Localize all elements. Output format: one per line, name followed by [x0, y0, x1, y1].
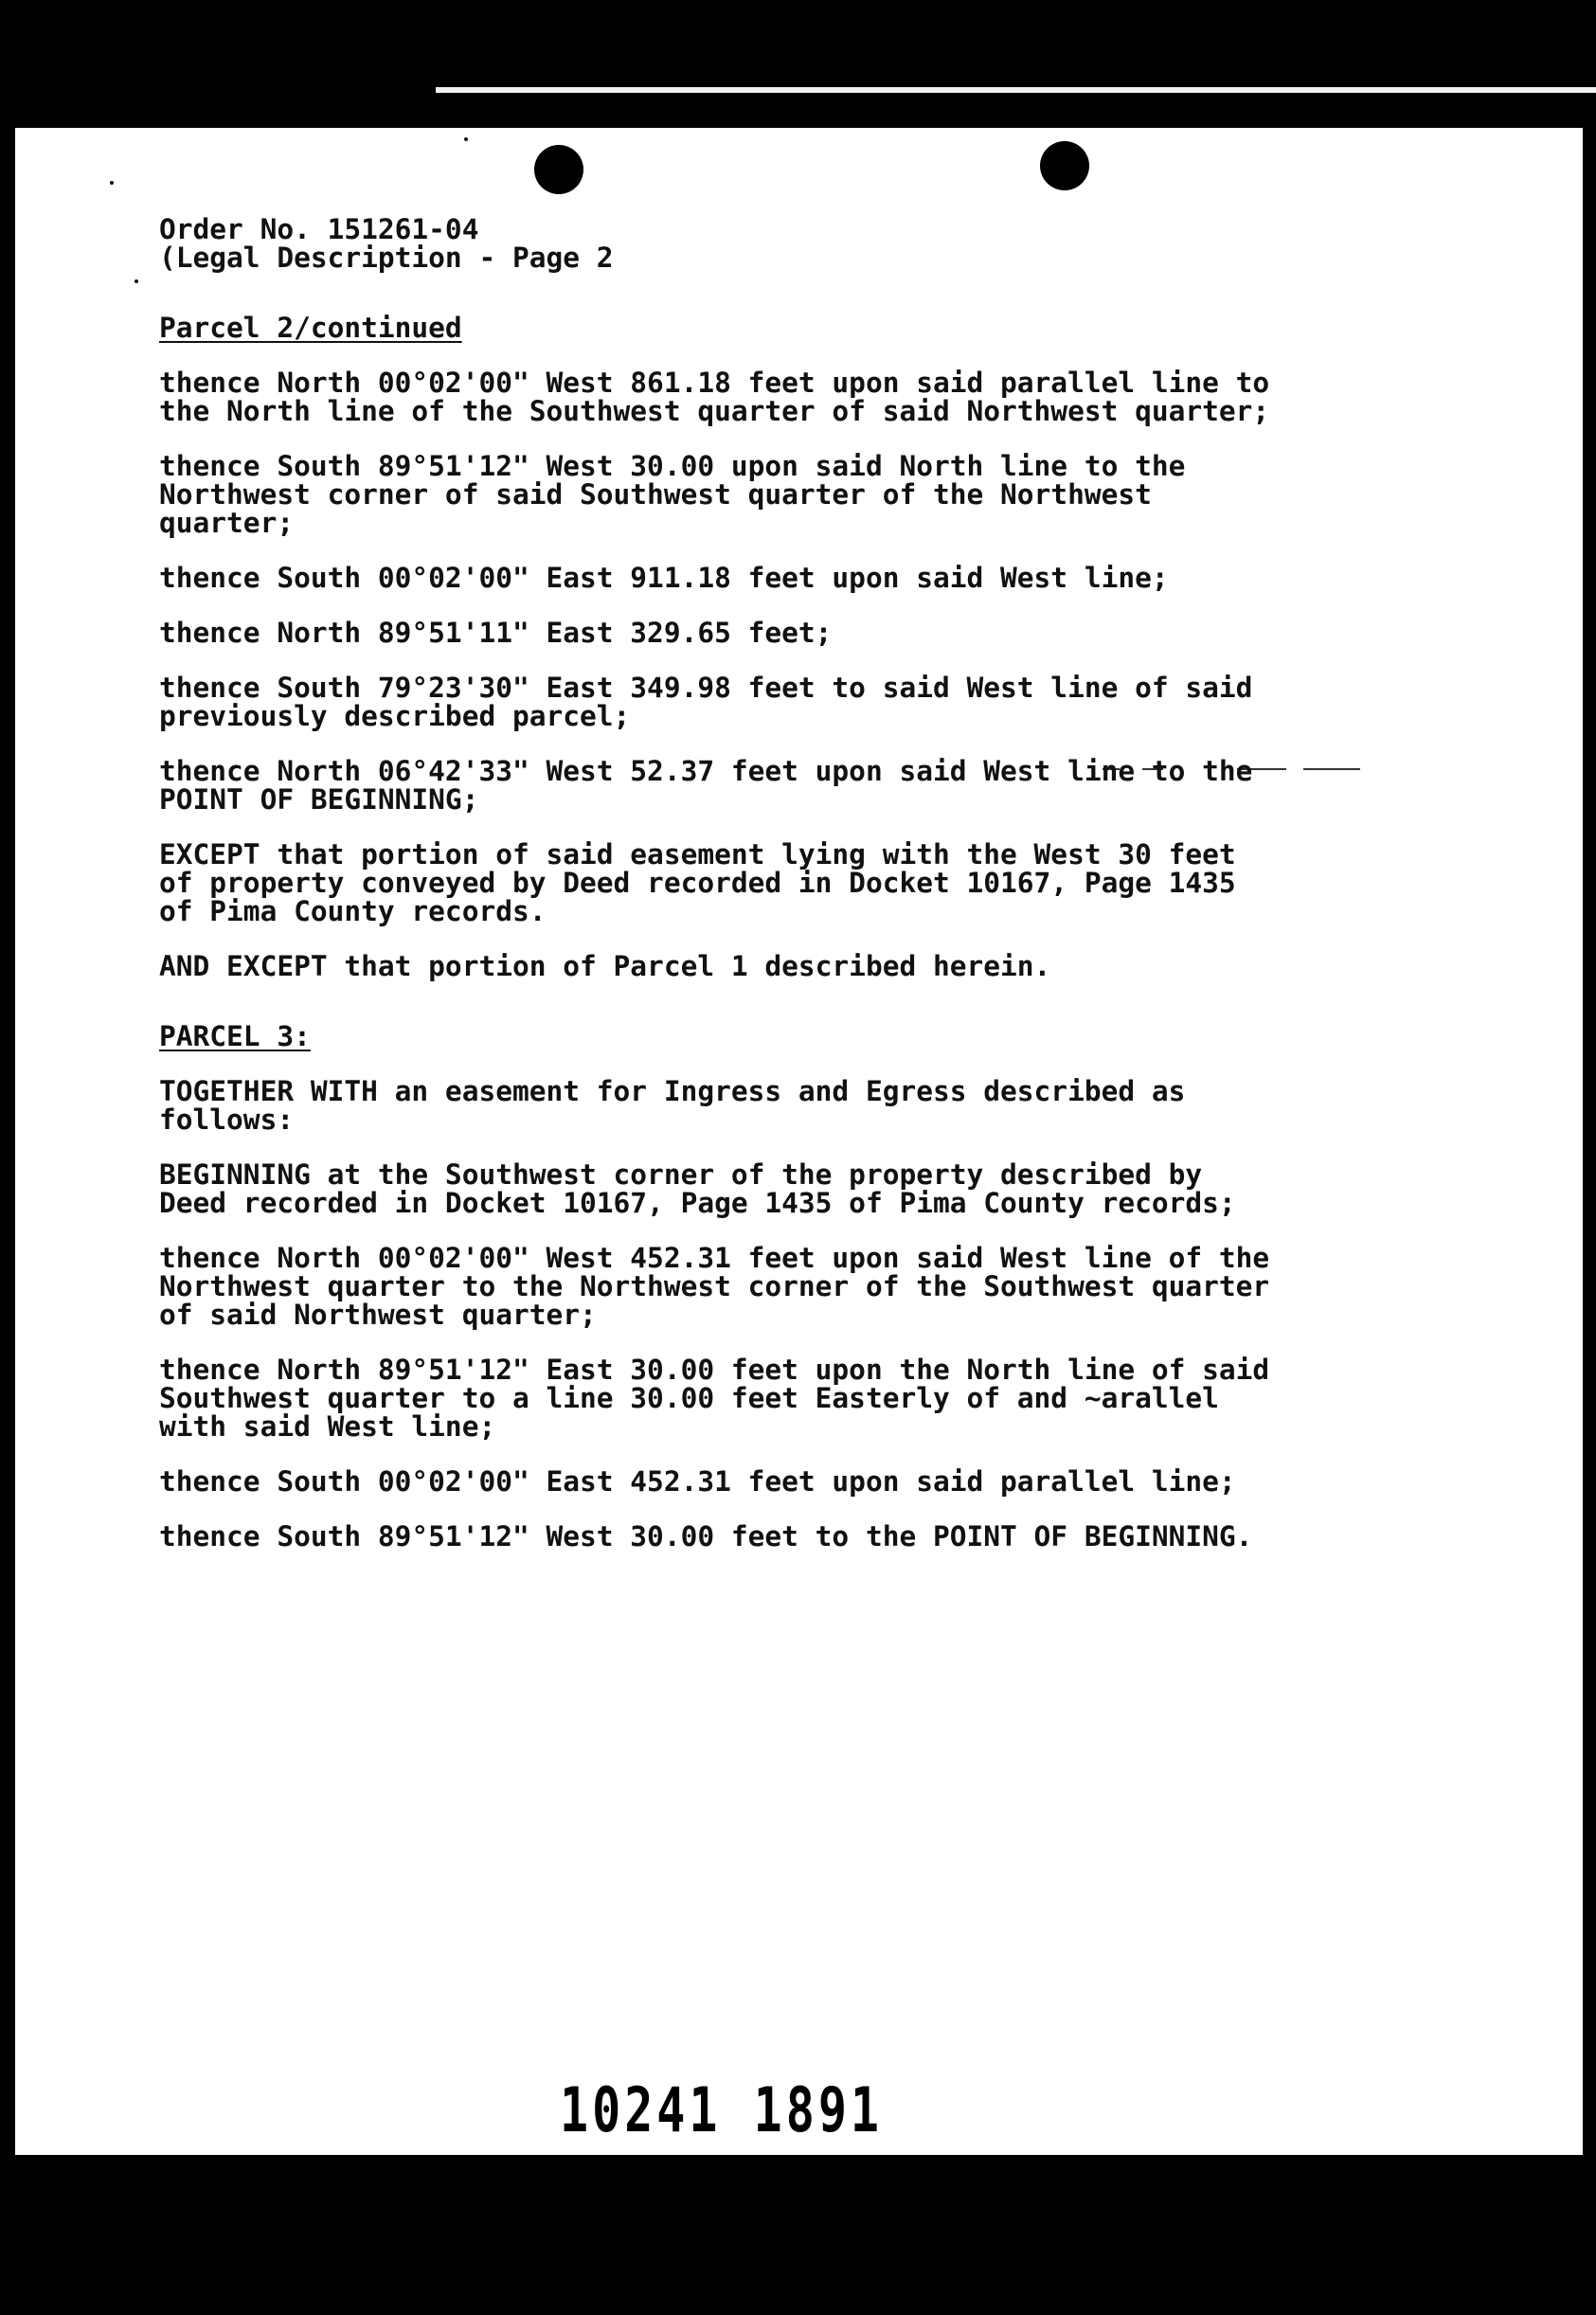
- parcel-3-paragraph: BEGINNING at the Southwest corner of the property described by Deed recorded in Docket 10167, Page 1435 of Pima County records;: [159, 1158, 1236, 1219]
- parcel-2-paragraph: AND EXCEPT that portion of Parcel 1 described herein.: [159, 950, 1051, 982]
- legal-description: [159, 215, 1419, 1551]
- page-subtitle: (Legal Description - Page 2: [159, 242, 614, 274]
- punch-hole: [1040, 141, 1089, 190]
- scan-speck: [110, 181, 114, 185]
- parcel-3-paragraph: thence South 00°02'00" East 452.31 feet upon said parallel line;: [159, 1465, 1236, 1498]
- parcel-2-paragraph: thence South 00°02'00" East 911.18 feet upon said West line;: [159, 562, 1169, 594]
- parcel-2-paragraph: thence North 89°51'11" East 329.65 feet;: [159, 617, 833, 649]
- recording-stamp-number: 10241 1891: [560, 2074, 884, 2146]
- scan-edge: [436, 87, 1596, 93]
- parcel-2-paragraph: thence North 00°02'00" West 861.18 feet upon said parallel line to the North line of the Southwest quarter of said Northwest quarter;: [159, 367, 1270, 427]
- parcel-2-paragraph: EXCEPT that portion of said easement lying with the West 30 feet of property conveyed by Deed recorded in Docket 10167, Page 1435 of Pima County records.: [159, 838, 1236, 927]
- punch-hole: [534, 145, 583, 194]
- order-number: Order No. 151261-04: [159, 213, 479, 245]
- scan-speck: [134, 279, 138, 283]
- parcel-2-heading: Parcel 2/continued: [159, 312, 462, 344]
- parcel-3-paragraph: thence North 89°51'12" East 30.00 feet upon the North line of said Southwest quarter to a line 30.00 feet Easterly of and ~arallel with said West line;: [159, 1354, 1270, 1443]
- parcel-3-heading: PARCEL 3:: [159, 1020, 311, 1052]
- parcel-2-paragraph: thence South 79°23'30" East 349.98 feet to said West line of said previously described parcel;: [159, 672, 1253, 732]
- parcel-3-paragraph: TOGETHER WITH an easement for Ingress and Egress described as follows:: [159, 1075, 1186, 1136]
- parcel-2-paragraph: thence South 89°51'12" West 30.00 upon said North line to the Northwest corner of said Southwest quarter of the Northwest quarter;: [159, 450, 1186, 539]
- parcel-3-paragraph: thence North 00°02'00" West 452.31 feet upon said West line of the Northwest quarter to the Northwest corner of the Southwest quarter of said Northwest quarter;: [159, 1242, 1270, 1331]
- parcel-3-paragraph: thence South 89°51'12" West 30.00 feet to the POINT OF BEGINNING.: [159, 1520, 1253, 1552]
- scan-speck: [464, 137, 468, 141]
- document-page: [15, 128, 1583, 2155]
- parcel-2-paragraph: thence North 06°42'33" West 52.37 feet upon said West line to the POINT OF BEGINNING;: [159, 755, 1253, 816]
